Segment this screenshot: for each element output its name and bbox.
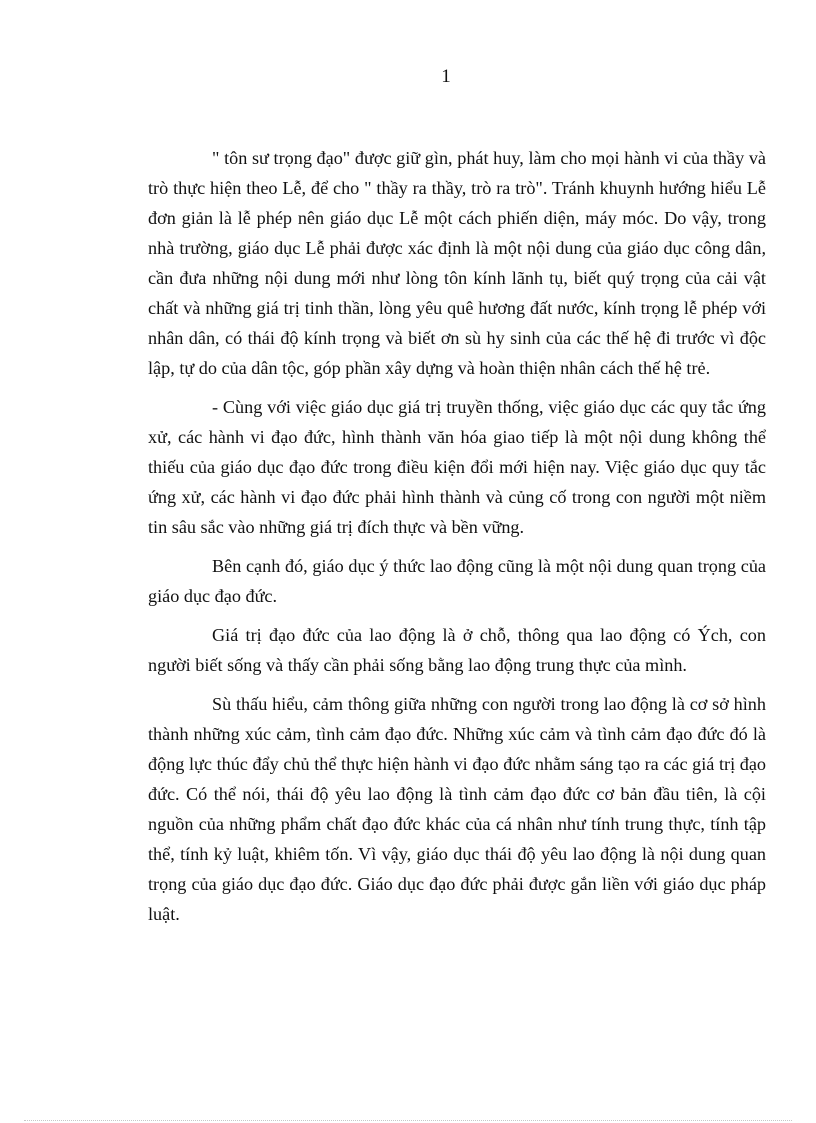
paragraph-1: " tôn sư trọng đạo" được giữ gìn, phát huy, làm cho mọi hành vi của thầy và trò thực hiện theo Lễ, để cho " thầy ra thầy, trò ra trò". Tránh khuynh hướng hiểu Lễ đơn giản là lễ phép nên giáo dục Lễ một cách phiến diện, máy móc. Do vậy, trong nhà trường, giáo dục Lễ phải được xác định là một nội dung của giáo dục công dân, cần đưa những nội dung mới như lòng tôn kính lãnh tụ, biết quý trọng của cải vật chất và những giá trị tinh thần, lòng yêu quê hương đất nước, kính trọng lễ phép với nhân dân, có thái độ kính trọng và biết ơn sù hy sinh của các thế hệ đi trước vì độc lập, tự do của dân tộc, góp phần xây dựng và hoàn thiện nhân cách thế hệ trẻ. [148,148,766,378]
paragraph-5: Sù thấu hiểu, cảm thông giữa những con người trong lao động là cơ sở hình thành những xúc cảm, tình cảm đạo đức. Những xúc cảm và tình cảm đạo đức đó là động lực thúc đẩy chủ thể thực hiện hành vi đạo đức nhằm sáng tạo ra các giá trị đạo đức. Có thể nói, thái độ yêu lao động là tình cảm đạo đức cơ bản đầu tiên, là cội nguồn của những phẩm chất đạo đức khác của cá nhân như tính trung thực, tính tập thể, tính kỷ luật, khiêm tốn. Vì vậy, giáo dục thái độ yêu lao động là nội dung quan trọng của giáo dục đạo đức. Giáo dục đạo đức phải được gắn liền với giáo dục pháp luật. [148,694,766,924]
page-number: 1 [441,66,451,87]
page-bottom-divider [24,1120,792,1121]
paragraph-2: - Cùng với việc giáo dục giá trị truyền thống, việc giáo dục các quy tắc ứng xử, các hành vi đạo đức, hình thành văn hóa giao tiếp là một nội dung không thể thiếu của giáo dục đạo đức trong điều kiện đổi mới hiện nay. Việc giáo dục quy tắc ứng xử, các hành vi đạo đức phải hình thành và củng cố trong con người một niềm tin sâu sắc vào những giá trị đích thực và bền vững. [148,397,766,537]
paragraph-3: Bên cạnh đó, giáo dục ý thức lao động cũng là một nội dung quan trọng của giáo dục đạo đức. [148,556,766,606]
paragraph-4: Giá trị đạo đức của lao động là ở chỗ, thông qua lao động có Ých, con người biết sống và thấy cần phải sống bằng lao động trung thực của mình. [148,625,766,675]
document-body [148,143,766,929]
